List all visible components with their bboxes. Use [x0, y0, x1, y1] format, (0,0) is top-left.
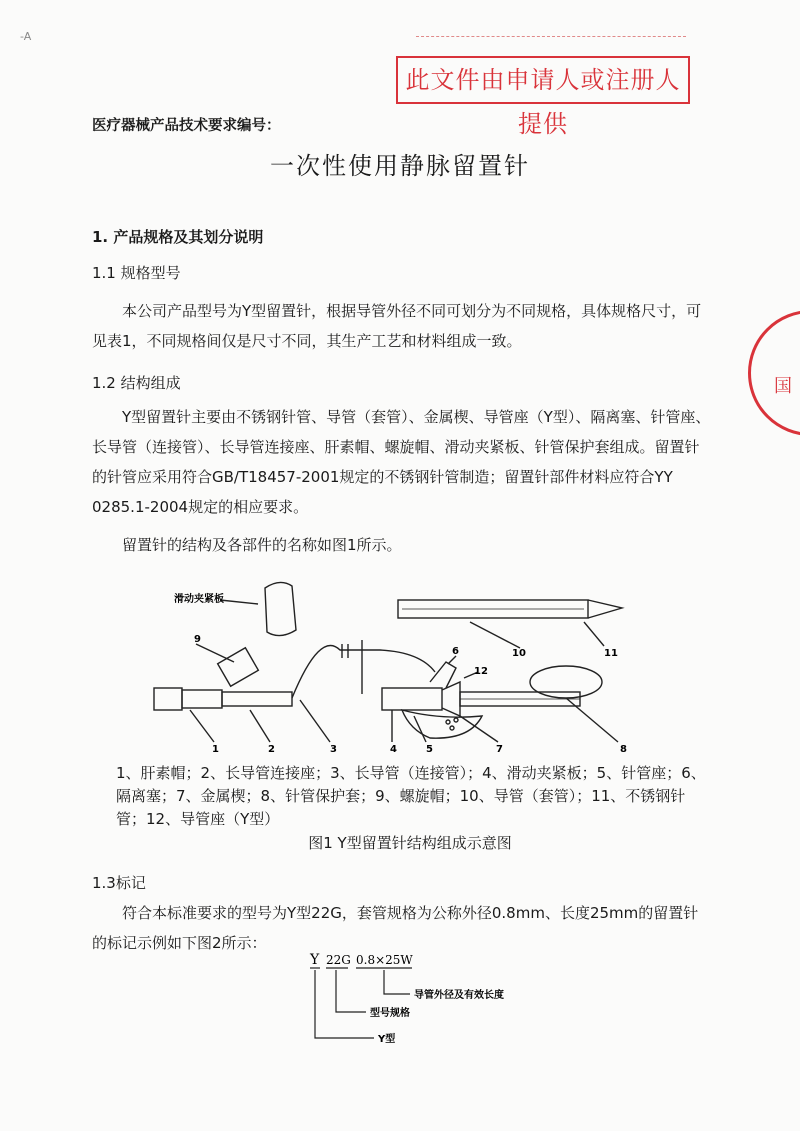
section-1-1-heading: 1.1 规格型号	[92, 264, 181, 282]
section-1-1-paragraph: 本公司产品型号为Y型留置针，根据导管外径不同可划分为不同规格，具体规格尺寸，可见表1，不同规格间仅是尺寸不同，其生产工艺和材料组成一致。	[92, 302, 702, 350]
wing-plate-drawing	[402, 710, 482, 738]
needle-hub-drawing	[382, 688, 442, 710]
tube-drawing	[292, 645, 435, 698]
figure-1-caption: 图1 Y型留置针结构组成示意图	[308, 834, 512, 852]
figure-ref-paragraph: 留置针的结构及各部件的名称如图1所示。	[122, 536, 402, 554]
label-model: 型号规格	[370, 1008, 410, 1019]
part-number-2: 2	[268, 744, 275, 755]
heparin-cap-drawing	[154, 688, 182, 710]
part-number-1: 1	[212, 744, 219, 755]
doc-number-label: 医疗器械产品技术要求编号：	[92, 118, 281, 134]
page-title: 一次性使用静脉留置针	[270, 152, 530, 180]
label-spec: 导管外径及有效长度	[414, 990, 504, 1001]
marking-diagram	[290, 950, 550, 1050]
figure-1-legend: 1、肝素帽；2、长导管连接座；3、长导管（连接管）；4、滑动夹紧板；5、针管座；6、隔离塞；7、金属楔；8、针管保护套；9、螺旋帽；10、导管（套管）；11、不锈钢针管；12、导管座（Y型）	[116, 764, 706, 828]
part-number-7: 7	[496, 744, 503, 755]
code-y: Y	[310, 952, 320, 968]
section-1-2-paragraph: Y型留置针主要由不锈钢针管、导管（套管）、金属楔、导管座（Y型）、隔离塞、针管座、长导管（连接管）、长导管连接座、肝素帽、螺旋帽、滑动夹紧板、针管保护套组成。留置针的针管应采用符合GB/T18457-2001规定的不锈钢针管制造；留置针部件材料应符合YY 0285.1-2004规定的相应要求。	[92, 408, 711, 516]
section-1-3-paragraph: 符合本标准要求的型号为Y型22G，套管规格为公称外径0.8mm、长度25mm的留置针的标记示例如下图2所示：	[92, 904, 699, 952]
label-type: Y型	[378, 1034, 396, 1045]
part-number-9: 9	[194, 634, 201, 645]
seal-text: 国	[774, 376, 792, 397]
screw-cap-drawing	[218, 648, 259, 687]
corner-mark: -A	[20, 30, 32, 43]
section-1-2-heading: 1.2 结构组成	[92, 374, 181, 392]
part-number-11: 11	[604, 648, 618, 659]
code-spec: 0.8×25W	[356, 953, 413, 967]
clamp-drawing	[265, 582, 296, 635]
needle-tip-drawing	[588, 600, 622, 618]
part-number-6: 6	[452, 646, 459, 657]
provider-stamp: 此文件由申请人或注册人提供	[396, 56, 690, 104]
section-1-heading: 1. 产品规格及其划分说明	[92, 228, 264, 246]
section-1-3-heading: 1.3标记	[92, 874, 146, 892]
code-22g: 22G	[326, 953, 351, 967]
part-number-4: 4	[390, 744, 397, 755]
part-number-12: 12	[474, 666, 488, 677]
part-number-10: 10	[512, 648, 526, 659]
part-number-3: 3	[330, 744, 337, 755]
part-number-5: 5	[426, 744, 433, 755]
cannula-diagram	[130, 570, 670, 760]
clamp-label: 滑动夹紧板	[174, 594, 224, 605]
part-number-8: 8	[620, 744, 627, 755]
stamp-faint-line	[416, 36, 686, 47]
